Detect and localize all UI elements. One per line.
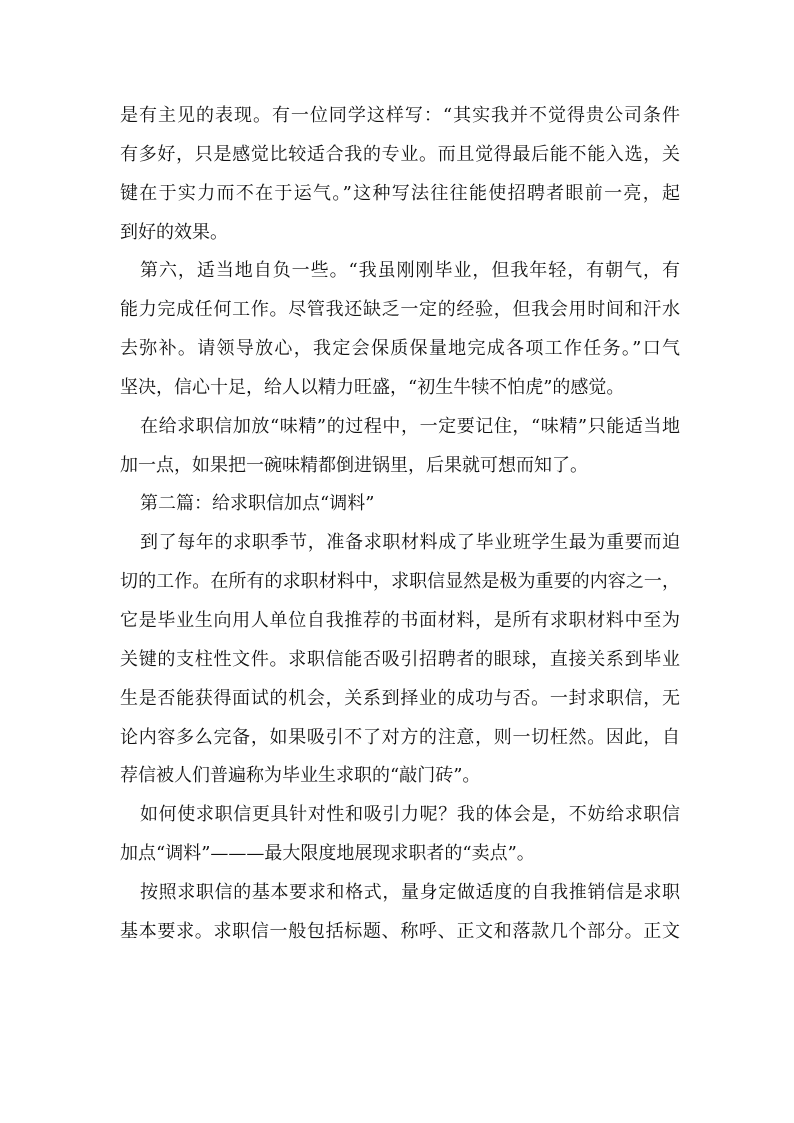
text-line: 加一点，如果把一碗味精都倒进锅里，后果就可想而知了。 bbox=[120, 454, 588, 476]
paragraph-targeting bbox=[120, 796, 680, 874]
text-line: 荐信被人们普遍称为毕业生求职的“敲门砖”。 bbox=[120, 765, 481, 787]
text-line: 如何使求职信更具针对性和吸引力呢？我的体会是，不妨给求职信 bbox=[140, 804, 680, 826]
text-line: 按照求职信的基本要求和格式，量身定做适度的自我推销信是求职 bbox=[140, 881, 680, 903]
section-heading bbox=[120, 485, 680, 524]
paragraph-format bbox=[120, 874, 680, 952]
text-line: 能力完成任何工作。尽管我还缺乏一定的经验，但我会用时间和汗水 bbox=[120, 299, 680, 321]
paragraph-job-season bbox=[120, 524, 680, 796]
document-body bbox=[120, 97, 680, 952]
section-title: 第二篇：给求职信加点“调料” bbox=[140, 493, 375, 515]
text-line: 是有主见的表现。有一位同学这样写：“其实我并不觉得贵公司条件 bbox=[120, 105, 680, 126]
paragraph-seasoning-warning bbox=[120, 408, 680, 486]
text-line: 键在于实力而不在于运气。”这种写法往往能使招聘者眼前一亮，起 bbox=[120, 182, 680, 204]
text-line: 论内容多么完备，如果吸引不了对方的注意，则一切枉然。因此，自 bbox=[120, 726, 680, 748]
text-line: 到了每年的求职季节，准备求职材料成了毕业班学生最为重要而迫 bbox=[140, 532, 680, 554]
text-line: 关键的支柱性文件。求职信能否吸引招聘者的眼球，直接关系到毕业 bbox=[120, 648, 680, 670]
text-line: 坚决，信心十足，给人以精力旺盛，“初生牛犊不怕虎”的感觉。 bbox=[120, 376, 625, 398]
text-line: 在给求职信加放“味精”的过程中，一定要记住，“味精”只能适当地 bbox=[140, 415, 680, 437]
paragraph-point-six bbox=[120, 252, 680, 407]
text-line: 第六，适当地自负一些。“我虽刚刚毕业，但我年轻，有朝气，有 bbox=[140, 260, 680, 282]
paragraph-opinion-example bbox=[120, 97, 680, 252]
text-line: 去弥补。请领导放心，我定会保质保量地完成各项工作任务。”口气 bbox=[120, 338, 680, 360]
text-line: 切的工作。在所有的求职材料中，求职信显然是极为重要的内容之一， bbox=[120, 571, 680, 593]
text-line: 加点“调料”———最大限度地展现求职者的“卖点”。 bbox=[120, 843, 535, 865]
text-line: 到好的效果。 bbox=[120, 221, 228, 243]
text-line: 有多好，只是感觉比较适合我的专业。而且觉得最后能不能入选，关 bbox=[120, 143, 680, 165]
text-line: 基本要求。求职信一般包括标题、称呼、正文和落款几个部分。正文 bbox=[120, 920, 680, 942]
text-line: 它是毕业生向用人单位自我推荐的书面材料，是所有求职材料中至为 bbox=[120, 609, 680, 631]
text-line: 生是否能获得面试的机会，关系到择业的成功与否。一封求职信，无 bbox=[120, 687, 680, 709]
